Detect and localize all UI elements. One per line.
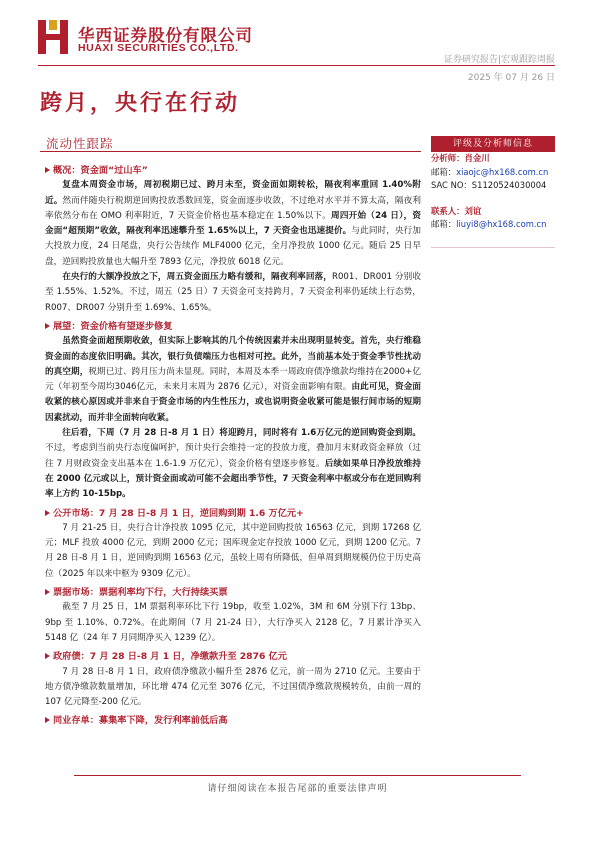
contact-label: 联系人： xyxy=(431,205,465,216)
analyst-email-line xyxy=(431,166,555,180)
paragraph: 虽然资金面超预期收敛，但实际上影响其的几个传统因素并未出现明显转变。首先，央行维稳资金面的态度依旧明确。其次，银行负债端压力也相对可控。此外，当前基本处于资金季节性扰动的真空期，税期已过、跨月压力尚未显现。同时，本周及本季一周政府债净缴款均维持在2000+亿元（年初至今周均3046亿元，未来月末周为 2876 亿元），对资金面影响有限。由此可见，资金面收紧的核心原因或并非来自于资金市场的内生性压力，或也说明资金收紧可能是银行间市场的短期因素扰动，而并非全面转向收紧。 xyxy=(45,336,421,423)
analyst-email-link[interactable]: xiaojc@hx168.com.cn xyxy=(456,166,549,177)
paragraph: 7 月 28 日-8 月 1 日，政府债净缴款小幅升至 2876 亿元，前一周为 2710 亿元。主要由于地方债净缴款数量增加，环比增 474 亿元至 3076 亿元，不过国债净缴款规模转负，由前一周的 107 亿元降至-200 亿元。 xyxy=(45,666,421,708)
paragraph: 截至 7 月 25 日，1M 票据利率环比下行 19bp，收至 1.02%，3M 和 6M 分别下行 13bp、9bp 至 1.10%、0.72%。在此期间（7 月 21-24 日），大行净买入 2128 亿，7 月累计净买入 5148 亿（24 年 7 月同期净买入 1239 亿）。 xyxy=(45,602,421,643)
analyst-info xyxy=(431,152,555,232)
contact-email-label: 邮箱： xyxy=(431,219,457,229)
company-name-cn: 华西证券股份有限公司 xyxy=(78,26,253,45)
section-heading-outlook: 展望：资金价格有望逐步修复 xyxy=(45,319,421,334)
sidebar-divider xyxy=(431,247,555,248)
legal-notice: 请仔细阅读在本报告尾部的重要法律声明 xyxy=(207,784,388,794)
triangle-bullet-icon xyxy=(45,589,50,595)
contact-name: 刘谊 xyxy=(464,205,482,216)
report-title: 跨月，央行在行动 xyxy=(40,91,241,116)
section-heading-government-bonds: 政府债：7 月 28 日-8 月 1 日，净缴款升至 2876 亿元 xyxy=(45,649,421,664)
contact-email-line xyxy=(431,218,555,232)
footer-divider xyxy=(74,775,521,776)
triangle-bullet-icon xyxy=(45,167,50,173)
report-type: 证券研究报告|宏观跟踪周报 xyxy=(443,55,555,65)
contact-email-link[interactable]: liuyi8@hx168.com.cn xyxy=(456,219,547,229)
section-heading-overview: 概况：资金面“过山车” xyxy=(45,163,421,178)
triangle-bullet-icon xyxy=(45,653,50,659)
huaxi-logo-icon xyxy=(38,20,68,54)
subtitle-divider xyxy=(40,151,421,152)
paragraph: 复盘本周资金市场，周初税期已过、跨月未至，资金面如期转松，隔夜利率重回 1.40%附近。然而伴随央行税期逆回购投放悉数回笼，资金面逐步收敛，不过绝对水平并不算太高，隔夜利率依然分布在 OMO 利率附近，7 天资金价格也基本稳定在 1.50%以下。周四开始（24 日），资金面“超预期”收敛，隔夜利率迅速攀升至 1.65%以上，7 天资金也迅速提价。与此同时，央行加大投放力度，24 日尾盘，央行公告续作 MLF4000 亿元，全月净投放 1000 亿元。随后 25 日早盘，逆回购投放量也大幅升至 7893 亿元，净投放 6018 亿元。 xyxy=(45,180,422,267)
section-heading-ncd: 同业存单：募集率下降，发行利率前低后高 xyxy=(45,713,421,728)
analyst-name: 肖金川 xyxy=(464,153,490,163)
analyst-email-label: 邮箱： xyxy=(431,166,457,177)
section-heading-bill-market: 票据市场：票据利率均下行，大行持续买票 xyxy=(45,585,421,600)
report-body xyxy=(45,160,421,729)
triangle-bullet-icon xyxy=(45,323,50,329)
triangle-bullet-icon xyxy=(45,510,50,516)
triangle-bullet-icon xyxy=(45,717,50,723)
sidebar-heading: 评级及分析师信息 xyxy=(431,136,555,152)
paragraph: 往后看，下周（7 月 28 日-8 月 1 日）将迎跨月，同时将有 1.6万亿元的逆回购资金到期。不过，考虑到当前央行态度偏呵护，预计央行会维持一定的投放力度，叠加月末财政资金释放（过往 7 月财政资金支出基本在 1.6-1.9 万亿元），资金价格有望逐步修复。后续如果单日净投放维持在 2000 亿元或以上，预计资金面或动可能不会超出季节性，7 天资金利率中枢或分布在逆回购利率上方约 10-15bp。 xyxy=(45,428,421,500)
paragraph: 7 月 21-25 日，央行合计净投放 1095 亿元，其中逆回购投放 16563 亿元，到期 17268 亿元；MLF 投放 4000 亿元，到期 2000 亿元；国库现金定存投放 1000 亿元，到期 1200 亿元。7 月 28 日-8 月 1 日，逆回购到期 16563 亿元，虽较上周有所降低，但单周到期规模仍位于历史高位（2025 年以来中枢为 9309 亿元）。 xyxy=(45,522,421,579)
report-date: 2025 年 07 月 26 日 xyxy=(467,73,555,83)
paragraph: 在央行的大额净投放之下，周五资金面压力略有缓和，隔夜利率回落，R001、DR001 分别收至 1.55%、1.52%。不过，周五（25 日）7 天资金可支持跨月，7 天资金利率仍延续上行态势，R007、DR007 分别升至 1.69%、1.65%。 xyxy=(45,272,421,313)
report-subtitle: 流动性跟踪 xyxy=(46,136,114,151)
analyst-label: 分析师： xyxy=(431,153,465,163)
company-name-en: HUAXI SECURITIES CO.,LTD. xyxy=(78,42,239,54)
header-divider xyxy=(38,65,555,66)
analyst-line xyxy=(431,152,555,166)
analyst-sac: SAC NO：S1120524030004 xyxy=(431,180,547,190)
contact-line xyxy=(431,205,555,219)
section-heading-open-market: 公开市场：7 月 28 日-8 月 1 日，逆回购到期 1.6 万亿元+ xyxy=(45,506,421,521)
